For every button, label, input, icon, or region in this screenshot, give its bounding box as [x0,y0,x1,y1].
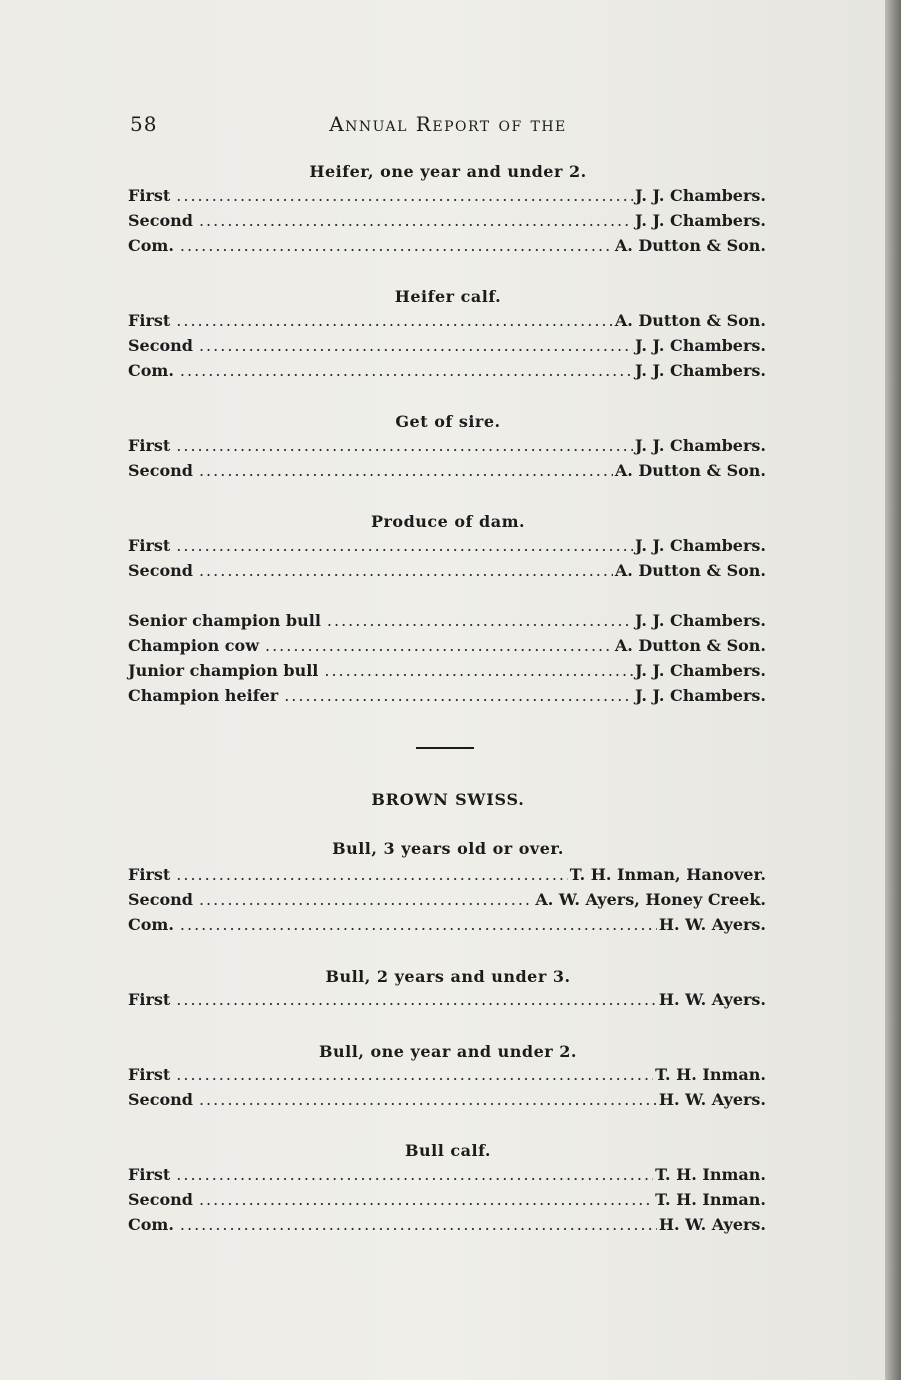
award-row [128,1165,766,1187]
dot-leader [324,661,633,680]
section-title: Get of sire. [395,412,501,431]
award-winner: J. J. Chambers. [635,186,766,205]
award-winner: H. W. Ayers. [658,915,766,934]
award-row [128,536,766,558]
award-place: First [128,1065,171,1084]
dot-leader [176,311,613,330]
award-row [128,311,766,333]
award-winner: J. J. Chambers. [635,686,766,705]
dot-leader [199,461,613,480]
award-winner: J. J. Chambers. [635,661,766,680]
dot-leader [199,336,633,355]
section-title: Bull, 3 years old or over. [332,839,564,858]
dot-leader [176,865,568,884]
dot-leader [199,1190,653,1209]
award-row [128,186,766,208]
champion-row [128,611,766,633]
award-place: First [128,990,171,1009]
award-winner: J. J. Chambers. [635,611,766,630]
award-row [128,236,766,258]
award-place: First [128,186,171,205]
award-place: Com. [128,361,174,380]
dot-leader [176,536,633,555]
dot-leader [284,686,633,705]
award-winner: T. H. Inman. [655,1190,766,1209]
dot-leader [327,611,633,630]
award-winner: J. J. Chambers. [635,336,766,355]
award-place: Second [128,211,193,230]
award-row [128,361,766,383]
award-row [128,1090,766,1112]
award-place: Second [128,1090,193,1109]
award-row [128,1190,766,1212]
award-winner: J. J. Chambers. [635,436,766,455]
dot-leader [199,890,533,909]
dot-leader [199,1090,657,1109]
award-place: First [128,311,171,330]
dot-leader [176,186,633,205]
award-place: First [128,865,171,884]
dot-leader [176,1065,653,1084]
award-winner: H. W. Ayers. [658,1090,766,1109]
dot-leader [265,636,613,655]
section-title: Bull calf. [405,1141,491,1160]
dot-leader [199,211,633,230]
award-row [128,915,766,937]
section-title: Produce of dam. [370,512,526,531]
page-number: 58 [130,112,158,136]
page-title: Annual Report of the [329,112,567,136]
award-place: Second [128,1190,193,1209]
award-winner: A. Dutton & Son. [614,236,766,255]
dot-leader [199,561,613,580]
award-place: First [128,536,171,555]
award-winner: A. W. Ayers, Honey Creek. [535,890,766,909]
award-row [128,890,766,912]
award-winner: A. Dutton & Son. [614,561,766,580]
section-divider [416,747,474,749]
award-row [128,990,766,1012]
dot-leader [176,1165,653,1184]
section-title: Heifer, one year and under 2. [309,162,587,181]
award-row [128,436,766,458]
award-place: Second [128,561,193,580]
award-place: Second [128,890,193,909]
champion-row [128,686,766,708]
award-row [128,1215,766,1237]
award-winner: J. J. Chambers. [635,361,766,380]
award-winner: A. Dutton & Son. [614,636,766,655]
award-place: Junior champion bull [128,661,319,680]
award-place: Champion heifer [128,686,279,705]
dot-leader [180,236,613,255]
award-row [128,1065,766,1087]
award-winner: T. H. Inman. [655,1165,766,1184]
dot-leader [180,915,657,934]
award-row [128,865,766,887]
dot-leader [180,361,633,380]
award-place: First [128,1165,171,1184]
breed-heading: BROWN SWISS. [371,790,525,809]
award-winner: A. Dutton & Son. [614,311,766,330]
award-winner: T. H. Inman, Hanover. [569,865,766,884]
page-edge-shadow [885,0,901,1380]
section-title: Bull, 2 years and under 3. [325,967,571,986]
champion-row [128,636,766,658]
award-place: Champion cow [128,636,259,655]
award-place: Senior champion bull [128,611,321,630]
dot-leader [180,1215,657,1234]
award-place: Com. [128,915,174,934]
champion-row [128,661,766,683]
award-winner: T. H. Inman. [655,1065,766,1084]
award-place: Com. [128,236,174,255]
award-place: First [128,436,171,455]
award-row [128,336,766,358]
award-winner: A. Dutton & Son. [614,461,766,480]
award-place: Second [128,461,193,480]
dot-leader [176,436,633,455]
award-row [128,211,766,233]
section-title: Bull, one year and under 2. [319,1042,577,1061]
award-row [128,461,766,483]
award-row [128,561,766,583]
award-place: Com. [128,1215,174,1234]
award-winner: H. W. Ayers. [658,1215,766,1234]
award-winner: H. W. Ayers. [658,990,766,1009]
award-winner: J. J. Chambers. [635,211,766,230]
dot-leader [176,990,657,1009]
running-head [128,112,768,142]
award-winner: J. J. Chambers. [635,536,766,555]
section-title: Heifer calf. [394,287,502,306]
award-place: Second [128,336,193,355]
